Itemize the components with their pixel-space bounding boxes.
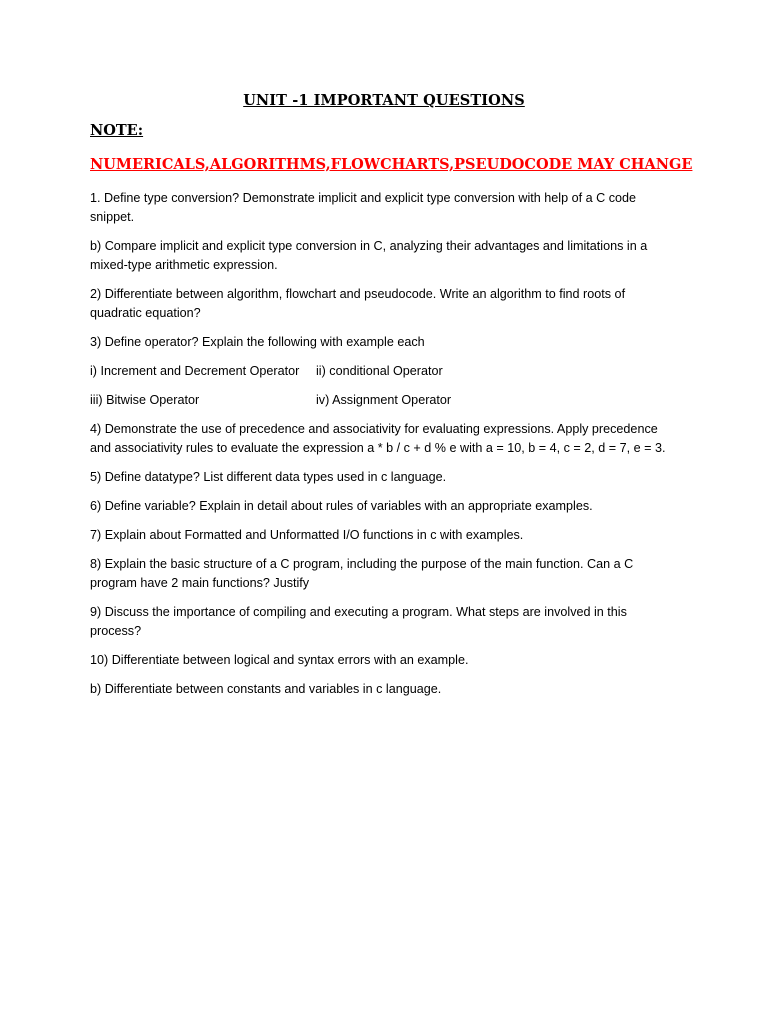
operator-increment-decrement: i) Increment and Decrement Operator (90, 364, 300, 378)
question-3: 3) Define operator? Explain the following with example each (90, 335, 425, 349)
question-4: 4) Demonstrate the use of precedence and associativity for evaluating expressions. Apply precedence and associativity rules to evaluate the expression a * b / c + d % e with a = 10, b = 4, c = 2, d = 7, e = 3. (90, 422, 666, 455)
question-1: 1. Define type conversion? Demonstrate implicit and explicit type conversion with help of a C code snippet. (90, 191, 637, 224)
question-6: 6) Define variable? Explain in detail about rules of variables with an appropriate examples. (90, 499, 593, 513)
question-9: 9) Discuss the importance of compiling and executing a program. What steps are involved in this process? (90, 605, 627, 638)
operator-assignment: iv) Assignment Operator (316, 393, 452, 407)
question-list (90, 189, 668, 699)
operator-conditional: ii) conditional Operator (316, 364, 443, 378)
note-text: NUMERICALS,ALGORITHMS,FLOWCHARTS,PSEUDOCODE MAY CHANGE (90, 156, 693, 173)
question-8: 8) Explain the basic structure of a C program, including the purpose of the main function. Can a C program have 2 main functions? Justify (90, 557, 634, 590)
question-1b: b) Compare implicit and explicit type conversion in C, analyzing their advantages and limitations in a mixed-type arithmetic expression. (90, 239, 648, 272)
question-7: 7) Explain about Formatted and Unformatted I/O functions in c with examples. (90, 528, 524, 542)
question-5: 5) Define datatype? List different data types used in c language. (90, 470, 447, 484)
question-2: 2) Differentiate between algorithm, flowchart and pseudocode. Write an algorithm to find roots of quadratic equation? (90, 287, 626, 320)
document-title: UNIT -1 IMPORTANT QUESTIONS (243, 92, 525, 109)
operator-row-2 (90, 391, 668, 410)
operator-bitwise: iii) Bitwise Operator (90, 393, 200, 407)
question-10: 10) Differentiate between logical and syntax errors with an example. (90, 653, 469, 667)
operator-row-1 (90, 362, 668, 381)
note-label: NOTE: (90, 122, 144, 139)
question-10b: b) Differentiate between constants and variables in c language. (90, 682, 442, 696)
